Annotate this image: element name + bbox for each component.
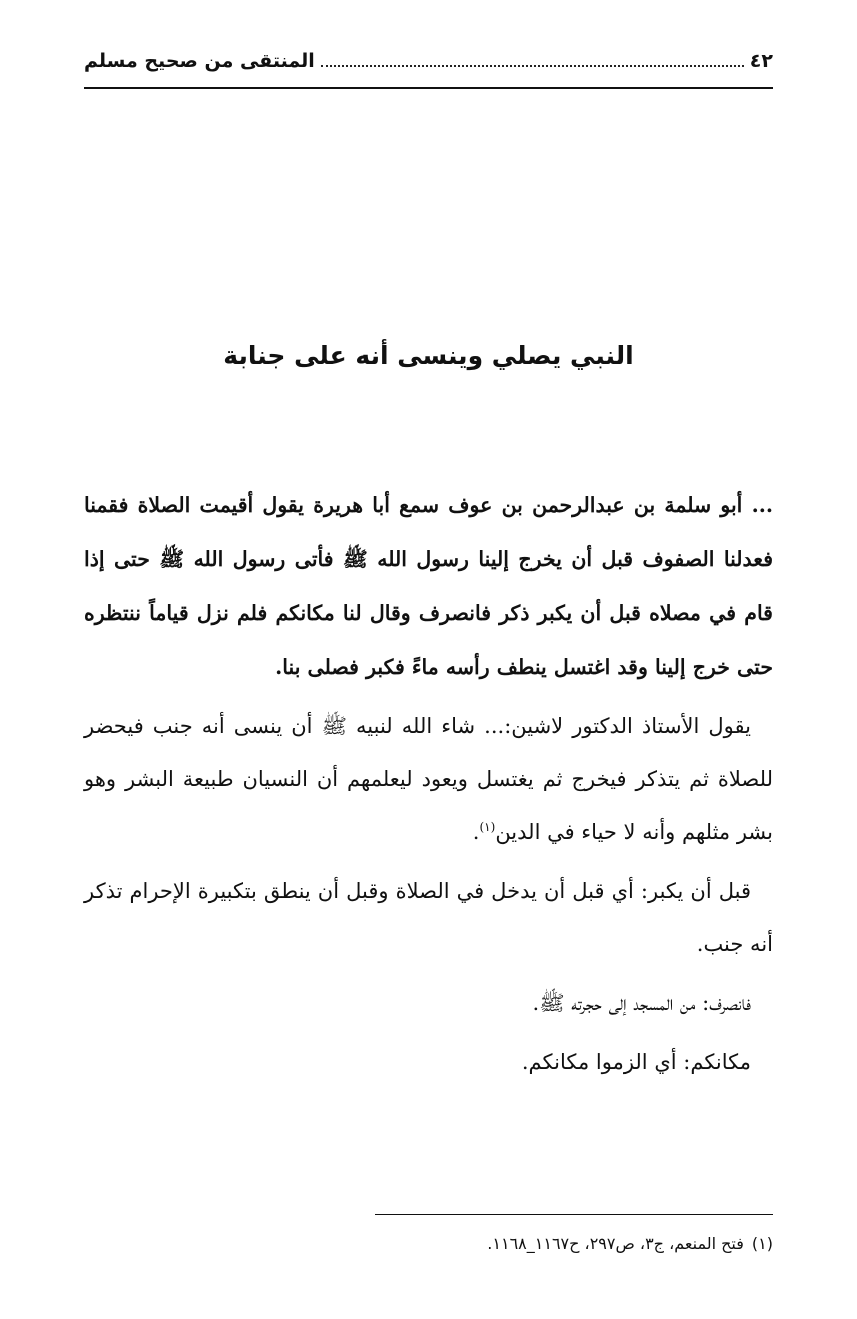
commentary-end: . [472,820,480,844]
header-dot-leader [321,65,744,67]
footnote [84,1230,773,1258]
commentary-text: يقول الأستاذ الدكتور لاشين:... شاء الله لنبيه ﷺ أن ينسى أنه جنب فيحضر للصلاة ثم يتذكر فيخرج ثم يغتسل ويعود ليعلمهم أن النسيان طبيعة البشر وهو بشر مثلهم وأنه لا حياء في الدين [84,714,773,844]
running-header [84,42,773,80]
header-rule [84,87,773,89]
footnote-text: فتح المنعم، ج٣، ص٢٩٧، ح١١٦٧_١١٦٨. [487,1234,744,1253]
page-number: ٤٢ [749,50,773,72]
gloss-insarafa: فانصرف: من المسجد إلى حجرته ﷺ. [532,991,751,1015]
chapter-title: النبي يصلي وينسى أنه على جنابة [223,341,634,370]
hadith-text: ... أبو سلمة بن عبدالرحمن بن عوف سمع أبا هريرة يقول أقيمت الصلاة فقمنا فعدلنا الصفوف قبل أن يخرج إلينا رسول الله ﷺ فأتى رسول الله ﷺ حتى إذا قام في مصلاه قبل أن يكبر ذكر فانصرف وقال لنا مكانكم فلم نزل قياماً ننتظره حتى خرج إلينا وقد اغتسل ينطف رأسه ماءً فكبر فصلى بنا. [84,493,773,679]
commentary-paragraph [84,700,773,859]
footnote-reference: (١) [479,820,496,834]
footnote-rule [375,1214,773,1215]
body-text [84,478,773,1095]
running-header-title: المنتقى من صحيح مسلم [84,50,315,72]
gloss-before-takbir: قبل أن يكبر: أي قبل أن يدخل في الصلاة وقبل أن ينطق بتكبيرة الإحرام تذكر أنه جنب. [84,879,773,956]
gloss-makanakum: مكانكم: أي الزموا مكانكم. [521,1050,751,1074]
footnote-number: (١) [751,1234,773,1253]
